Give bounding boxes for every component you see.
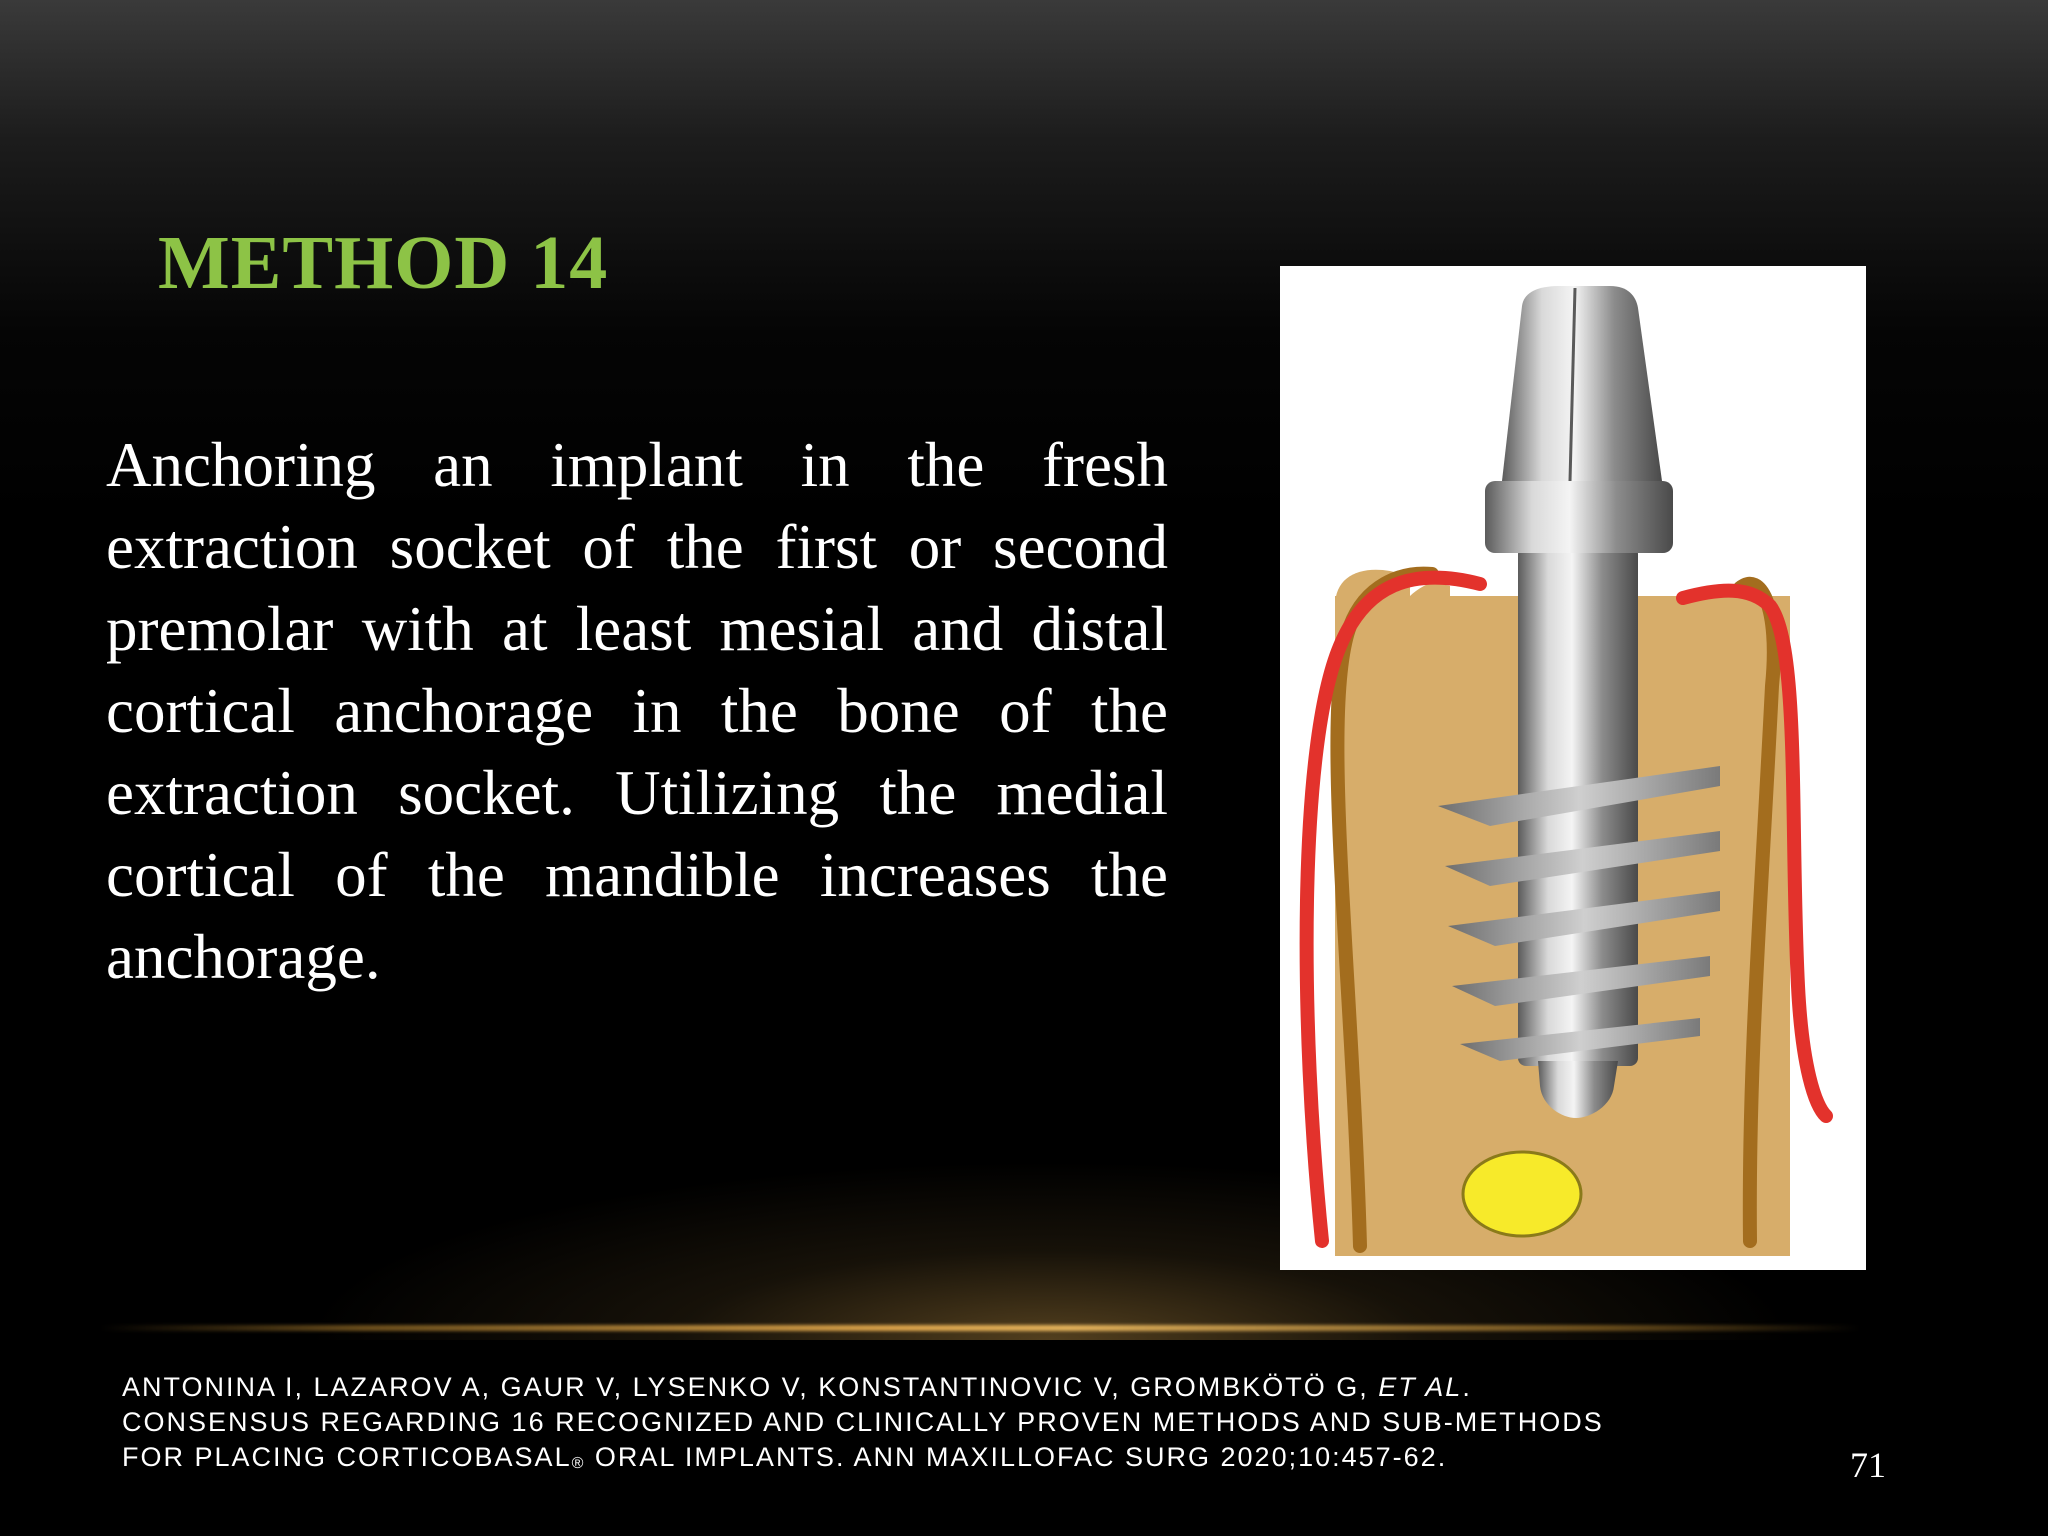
slide-title: METHOD 14	[158, 221, 609, 305]
body-paragraph: Anchoring an implant in the fresh extraction socket of the first or second premolar with at least mesial and distal cortical anchorage in the bone of the extraction socket. Utilizing the medial cortical of the mandible increases the anchorage.	[106, 430, 1168, 992]
citation	[122, 1370, 1682, 1481]
citation-et-al: ET AL	[1378, 1372, 1463, 1402]
citation-title-line: CONSENSUS REGARDING 16 RECOGNIZED AND CLINICALLY PROVEN METHODS AND SUB-METHODS	[122, 1407, 1604, 1437]
citation-title-line-2: FOR PLACING CORTICOBASAL	[122, 1442, 572, 1472]
gold-divider-line	[100, 1325, 1860, 1331]
implant-head	[1502, 286, 1662, 481]
registered-mark: ®	[571, 1455, 586, 1472]
implant-collar	[1485, 481, 1673, 553]
citation-period: .	[1462, 1372, 1472, 1402]
page-number: 71	[1850, 1445, 1886, 1485]
citation-journal: ORAL IMPLANTS. ANN MAXILLOFAC SURG 2020;10:457-62.	[585, 1442, 1448, 1472]
implant-figure	[1280, 266, 1866, 1270]
implant-illustration	[1280, 266, 1866, 1270]
citation-authors: ANTONINA I, LAZAROV A, GAUR V, LYSENKO V, KONSTANTINOVIC V, GROMBKÖTÖ G,	[122, 1372, 1379, 1402]
mandibular-canal	[1463, 1152, 1581, 1236]
